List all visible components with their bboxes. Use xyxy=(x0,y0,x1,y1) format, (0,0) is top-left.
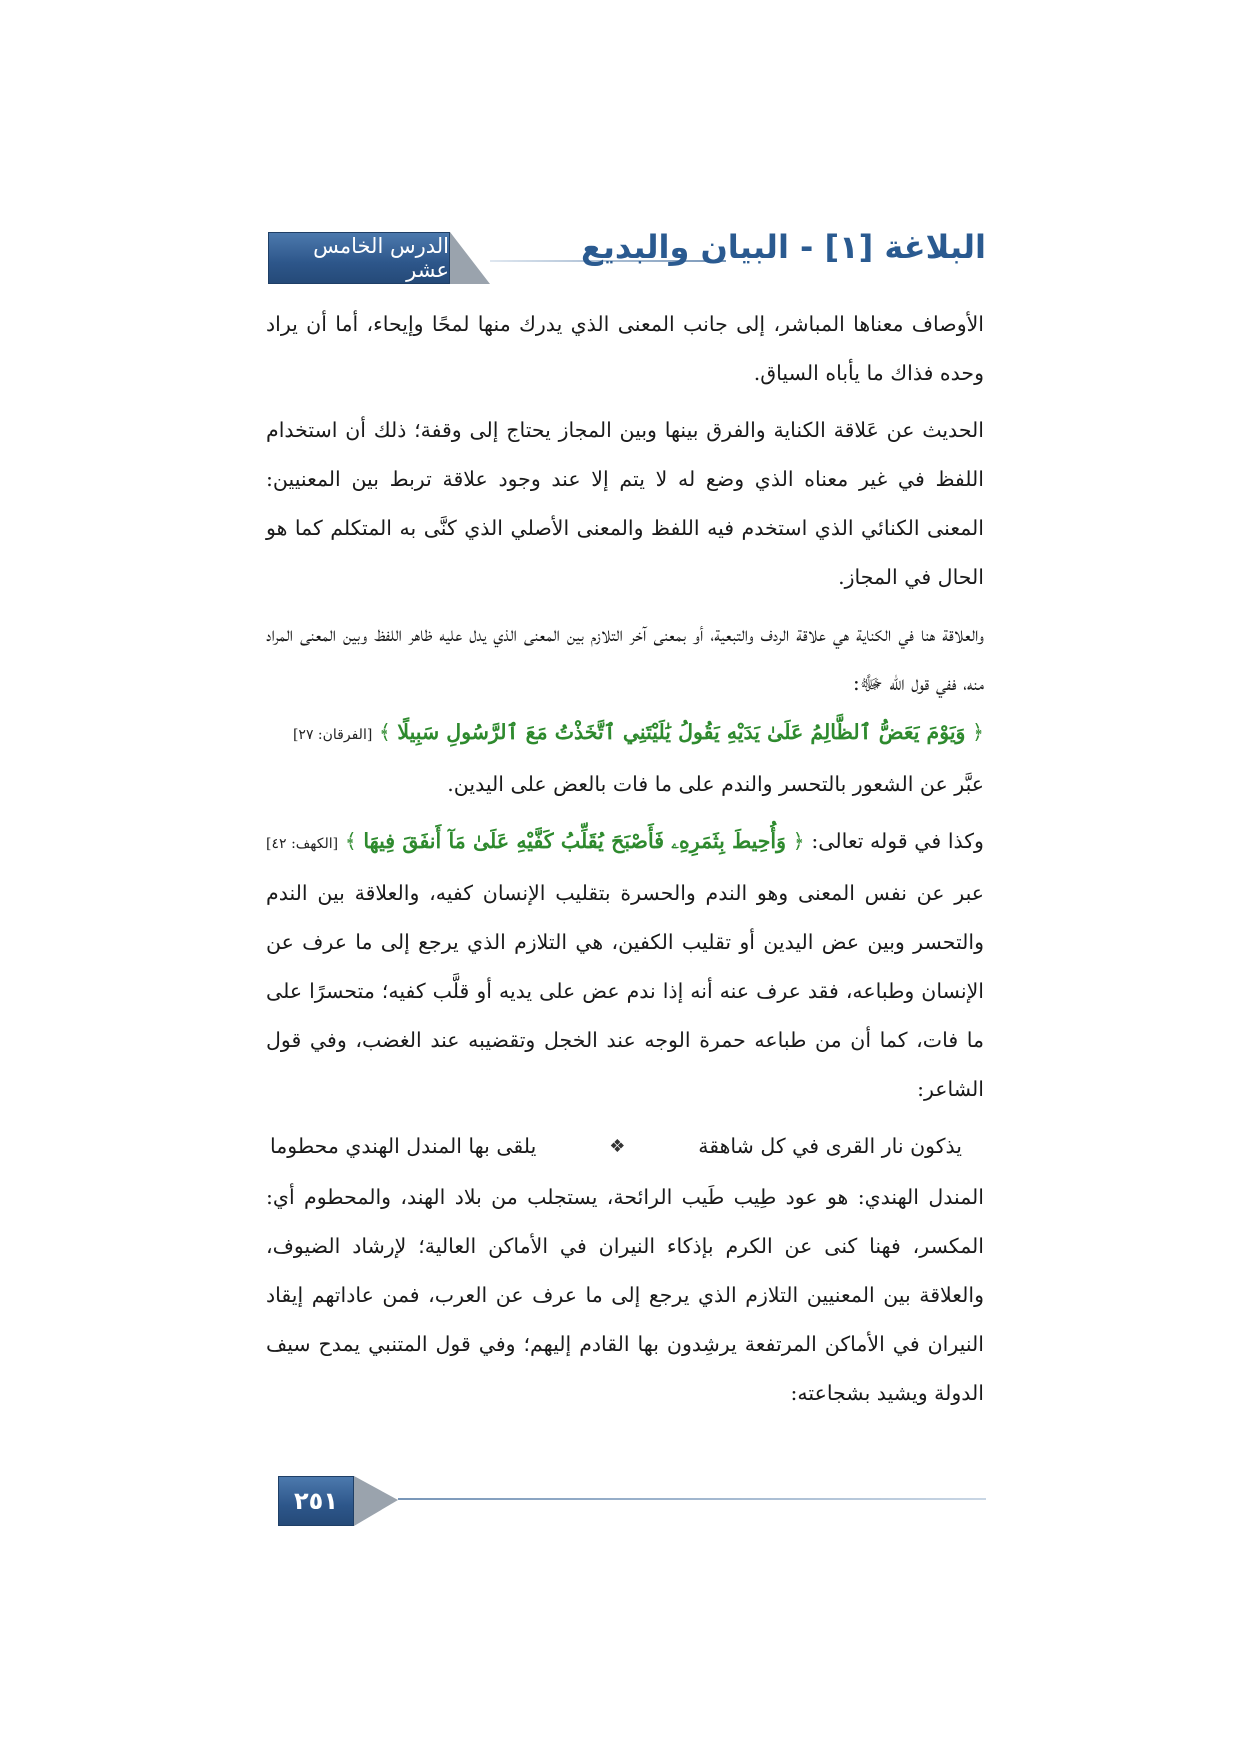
paragraph-1: الأوصاف معناها المباشر، إلى جانب المعنى الذي يدرك منها لمحًا وإيحاء، أما أن يراد وحده فذاك ما يأباه السياق. xyxy=(266,312,984,385)
page-body xyxy=(266,300,984,1426)
page-number: ٢٥١ xyxy=(278,1476,354,1526)
paragraph-4 xyxy=(266,817,984,1114)
page-number-corner-decoration xyxy=(354,1476,398,1526)
paragraph-4-after: عبر عن نفس المعنى وهو الندم والحسرة بتقليب الإنسان كفيه، والعلاقة بين الندم والتحسر وبين عض اليدين أو تقليب الكفين، هي التلازم الذي يرجع إلى ما عرف عن الإنسان وطباعه، فقد عرف عنه أنه إذا ندم عض على يديه أو قلَّب كفيه؛ متحسرًا على ما فات، كما أن من طباعه حمرة الوجه عند الخجل وتقضيبه عند الغضب، وفي قول الشاعر: xyxy=(266,881,984,1101)
lesson-label-tab xyxy=(268,232,450,284)
verse-second-hemistich: يلقى بها المندل الهندي محطوما xyxy=(270,1134,537,1158)
paragraph-2: الحديث عن عَلاقة الكناية والفرق بينها وبين المجاز يحتاج إلى وقفة؛ ذلك أن استخدام اللفظ في غير معناه الذي وضع له لا يتم إلا عند وجود علاقة تربط بين المعنيين: المعنى الكنائي الذي استخدم فيه اللفظ والمعنى الأصلي الذي كنَّى به المتكلم كما هو الحال في المجاز. xyxy=(266,418,984,589)
quran-bracket-close: ﴾ xyxy=(378,720,391,744)
paragraph-5: المندل الهندي: هو عود طِيب طَيب الرائحة، يستجلب من بلاد الهند، والمحطوم أي: المكسر، فهنا كنى عن الكرم بإذكاء النيران في الأماكن العالية؛ لإرشاد الضيوف، والعلاقة بين المعنيين التلازم الذي يرجع إلى ما عرف عن العرب، فمن عاداتهم إيقاد النيران في الأماكن المرتفعة يرشِدون بها القادم إليهم؛ وفي قول المتنبي يمدح سيف الدولة ويشيد بشجاعته: xyxy=(266,1185,984,1405)
paragraph-4-intro: وكذا في قوله تعالى: xyxy=(811,829,984,853)
page-header xyxy=(268,228,986,284)
lesson-label: الدرس الخامس عشر xyxy=(313,234,449,282)
quran-reference-kahf: [الكهف: ٤٢] xyxy=(266,836,339,852)
verse-separator-icon: ❖ xyxy=(609,1136,626,1157)
quran-bracket-open: ﴿ xyxy=(971,720,984,744)
paragraph-3-after: عبَّر عن الشعور بالتحسر والندم على ما فات بالعض على اليدين. xyxy=(447,772,984,796)
book-title: البلاغة [١] - البيان والبديع xyxy=(581,228,986,266)
page-footer xyxy=(278,1476,986,1526)
quran-verse-furqan: وَيَوْمَ يَعَضُّ ٱلظَّالِمُ عَلَىٰ يَدَيْهِ يَقُولُ يَٰلَيْتَنِي ٱتَّخَذْتُ مَعَ ٱلرَّسُولِ سَبِيلًا xyxy=(397,720,966,744)
paragraph-3-intro: والعلاقة هنا في الكناية هي علاقة الردف والتبعية، أو بمعنى آخر التلازم بين المعنى الذي يدل عليه ظاهر اللفظ وبين المعنى المراد منه، ففي قول الله ﷻ: xyxy=(266,622,984,695)
quran-reference-furqan: [الفرقان: ٢٧] xyxy=(292,727,373,743)
quran-verse-kahf: وَأُحِيطَ بِثَمَرِهِۦ فَأَصْبَحَ يُقَلِّبُ كَفَّيْهِ عَلَىٰ مَآ أَنفَقَ فِيهَا xyxy=(363,829,787,853)
quran-bracket-open: ﴿ xyxy=(792,829,805,853)
verse-first-hemistich: يذكون نار القرى في كل شاهقة xyxy=(698,1134,962,1158)
paragraph-3 xyxy=(266,610,984,809)
poetry-verse xyxy=(266,1122,984,1171)
quran-bracket-close: ﴾ xyxy=(344,829,357,853)
footer-divider xyxy=(398,1498,986,1500)
tab-corner-decoration xyxy=(450,232,490,284)
